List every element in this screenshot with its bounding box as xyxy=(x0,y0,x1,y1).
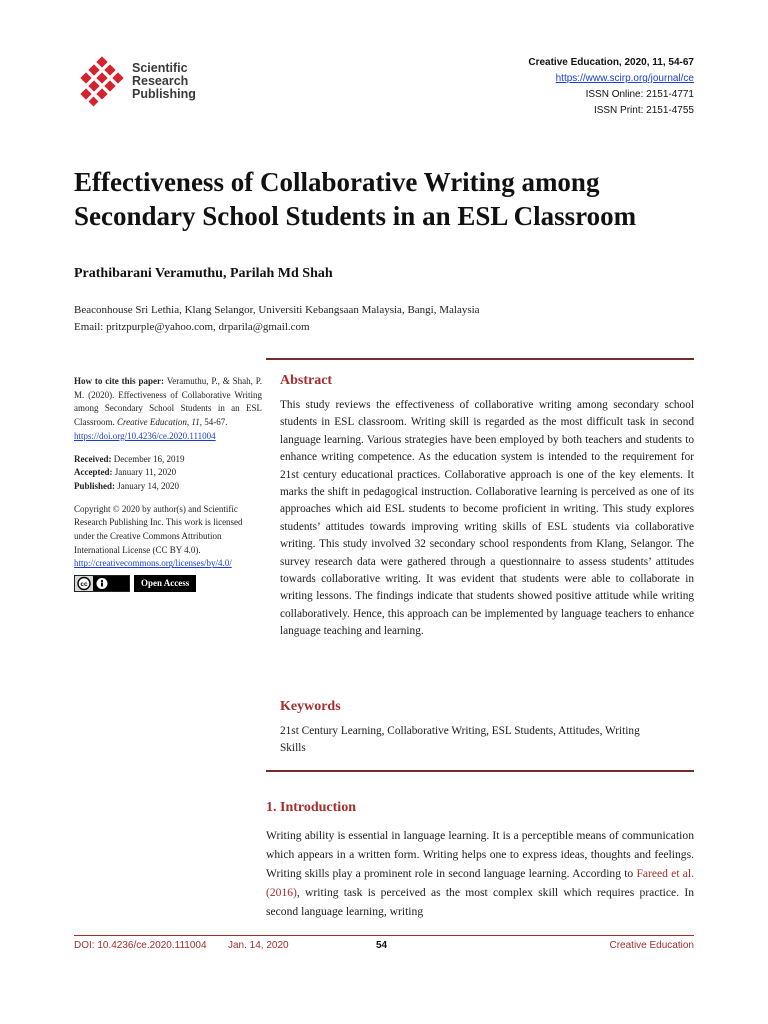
publisher-name-line: Publishing xyxy=(132,87,196,101)
footer-doi: DOI: 10.4236/ce.2020.111004 xyxy=(74,940,207,951)
abstract-paragraph: This study reviews the effectiveness of collaborative writing among secondary school students in ESL classroom. Writing skill is regarded as the most difficult task in second language learning. Various strategies have been employed by both teachers and students to enhance writing competence. As the education system is intended to the requirement for 21st century educational practices. Collaborative approach is one of the key elements. It marks the shift in pedagogical instruction. Collaborative learning is perceived as one of its approaches which aid ESL students to become proficient in writing. This study explores students’ attitudes towards improving writing skills of ESL students via collaborative writing. This study involved 32 secondary school respondents from Klang, Selangor. The survey research data were gathered through a questionnaire to assess students’ attitudes towards collaborative writing. It was evident that students were able to collaborate in writing lessons. The findings indicate that students showed positive attitude while writing collaboratively. Hence, this approach can be implemented by language teachers to enhance language teaching and learning. xyxy=(280,399,694,638)
footer-rule xyxy=(74,935,694,936)
published-date: January 14, 2020 xyxy=(117,480,180,491)
svg-text:cc: cc xyxy=(80,581,88,589)
paper-affiliation: Beaconhouse Sri Lethia, Klang Selangor, Universiti Kebangsaan Malaysia, Bangi, Malaysia xyxy=(74,304,480,316)
paper-title xyxy=(74,165,714,233)
cite-text: Veramuthu, P., & Shah, P. M. (2020). Effectiveness of Collaborative Writing among Secondary School Students in an ESL Classroom. xyxy=(74,376,262,428)
doi-link[interactable]: https://doi.org/10.4236/ce.2020.111004 xyxy=(74,430,216,441)
scirp-diamond-logo-icon xyxy=(76,56,128,108)
received-label: Received: xyxy=(74,453,112,464)
issn-print: ISSN Print: 2151-4755 xyxy=(593,105,694,116)
keywords-bottom-rule xyxy=(266,770,694,772)
citation-sidebar xyxy=(74,375,262,592)
footer-journal: Creative Education xyxy=(609,940,694,951)
publisher-name-line: Scientific xyxy=(132,61,188,75)
published-label: Published: xyxy=(74,480,116,491)
footer-page-number: 54 xyxy=(376,940,388,951)
keywords-text: 21st Century Learning, Collaborative Writing, ESL Students, Attitudes, Writing Skills xyxy=(280,725,640,755)
journal-info xyxy=(528,55,694,119)
cc-by-license-icon[interactable] xyxy=(74,575,130,592)
publisher-name xyxy=(132,62,196,101)
intro-text-part: Writing ability is essential in language learning. It is a perceptible means of communication which appears in a written form. Writing helps one to express ideas, thoughts and feelings. Writing skills play a prominent role in second language learning. According to xyxy=(266,829,694,880)
publisher-name-line: Research xyxy=(132,74,189,88)
issn-online: ISSN Online: 2151-4771 xyxy=(585,89,694,100)
introduction-text xyxy=(266,826,694,921)
journal-url-link[interactable]: https://www.scirp.org/journal/ce xyxy=(555,73,694,84)
paper-email: Email: pritzpurple@yahoo.com, drparila@gmail.com xyxy=(74,321,310,333)
cite-label: How to cite this paper: xyxy=(74,376,164,386)
introduction-heading: 1. Introduction xyxy=(266,800,356,815)
journal-citation: Creative Education, 2020, 11, 54-67 xyxy=(528,57,694,68)
received-date: December 16, 2019 xyxy=(113,453,185,464)
paper-affiliation-block xyxy=(74,302,480,336)
paper-title-line: Effectiveness of Collaborative Writing among xyxy=(74,167,600,197)
cite-pages: 54-67. xyxy=(204,417,228,428)
abstract-top-rule xyxy=(266,358,694,360)
abstract-text xyxy=(280,397,694,641)
intro-text-part: , writing task is perceived as the most complex skill which requires practice. In second language learning, writing xyxy=(266,886,694,918)
keywords-heading: Keywords xyxy=(280,699,341,714)
paper-title-line: Secondary School Students in an ESL Classroom xyxy=(74,201,637,231)
paper-authors: Prathibarani Veramuthu, Parilah Md Shah xyxy=(74,266,333,281)
license-link[interactable]: http://creativecommons.org/licenses/by/4.0/ xyxy=(74,558,232,569)
copyright-text: Copyright © 2020 by author(s) and Scientific Research Publishing Inc. This work is licensed under the Creative Commons Attribution International License (CC BY 4.0). xyxy=(74,503,243,555)
cite-journal: Creative Education, 11, xyxy=(117,417,202,428)
abstract-heading: Abstract xyxy=(280,373,333,388)
footer-date: Jan. 14, 2020 xyxy=(228,940,289,951)
accepted-label: Accepted: xyxy=(74,467,113,478)
intro-reference-link[interactable]: Fareed et al. (2016) xyxy=(266,867,694,899)
open-access-badge: Open Access xyxy=(134,575,196,592)
accepted-date: January 11, 2020 xyxy=(114,467,177,478)
